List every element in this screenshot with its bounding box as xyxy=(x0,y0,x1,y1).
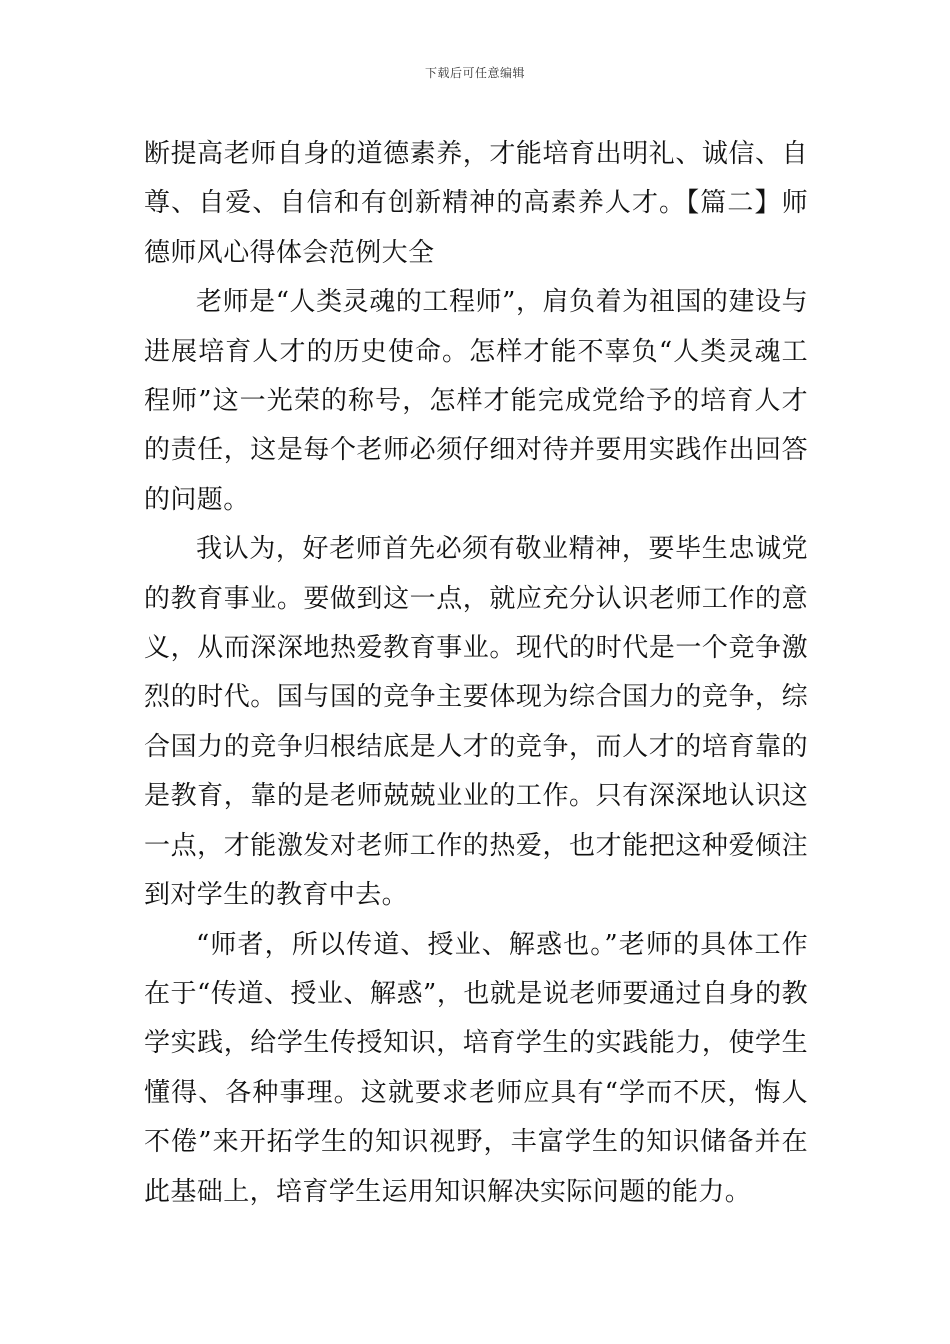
document-body xyxy=(144,130,808,1217)
paragraph: “师者，所以传道、授业、解惑也。”老师的具体工作在于“传道、授业、解惑”，也就是说老师要通过自身的教学实践，给学生传授知识，培育学生的实践能力，使学生懂得、各种事理。这就要求老师应具有“学而不厌，悔人不倦”来开拓学生的知识视野，丰富学生的知识储备并在此基础上，培育学生运用知识解决实际问题的能力。 xyxy=(144,929,808,1207)
paragraph: 老师是“人类灵魂的工程师”，肩负着为祖国的建设与进展培育人才的历史使命。怎样才能不辜负“人类灵魂工程师”这一光荣的称号，怎样才能完成党给予的培育人才的责任，这是每个老师必须仔细对待并要用实践作出回答的问题。 xyxy=(144,287,808,515)
paragraph: 我认为，好老师首先必须有敬业精神，要毕生忠诚党的教育事业。要做到这一点，就应充分认识老师工作的意义，从而深深地热爱教育事业。现代的时代是一个竞争激烈的时代。国与国的竞争主要体现为综合国力的竞争，综合国力的竞争归根结底是人才的竞争，而人才的培育靠的是教育，靠的是老师兢兢业业的工作。只有深深地认识这一点，才能激发对老师工作的热爱，也才能把这种爱倾注到对学生的教育中去。 xyxy=(144,534,808,911)
paragraph-continued: 断提高老师自身的道德素养，才能培育出明礼、诚信、自尊、自爱、自信和有创新精神的高素养人才。【篇二】师德师风心得体会范例大全 xyxy=(144,139,808,268)
page-header: 下载后可任意编辑 xyxy=(424,66,525,80)
